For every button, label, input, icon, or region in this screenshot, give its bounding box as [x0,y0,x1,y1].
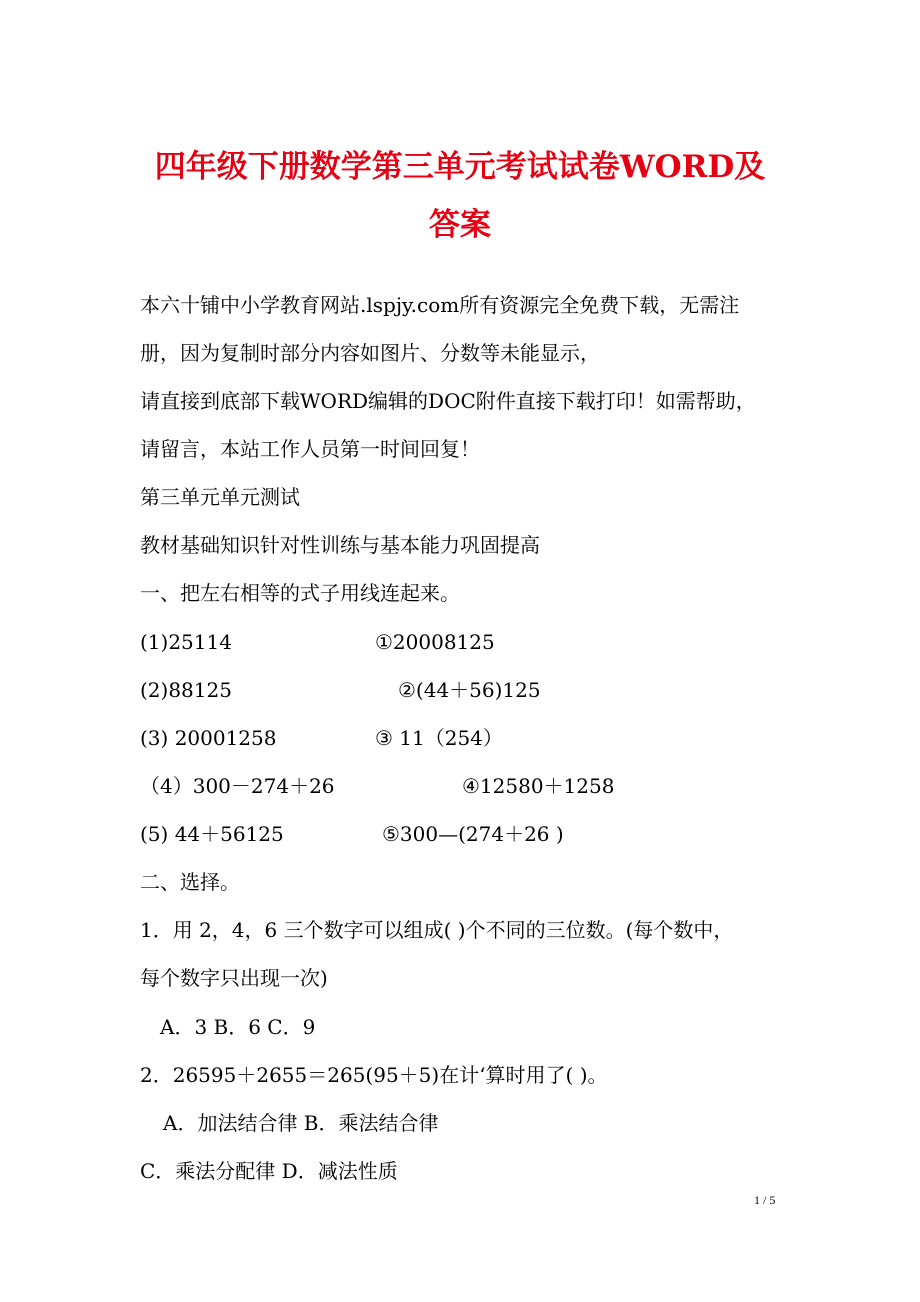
match-right-4: ④12580＋1258 [462,774,615,798]
match-left-1: (1)25114 [140,630,232,654]
question-2-line-1: 2．26595＋2655＝265(95＋5)在计‘算时用了( )。 [140,1063,608,1087]
question-1-line-2: 每个数字只出现一次) [140,966,328,990]
section-1-heading: 一、把左右相等的式子用线连起来。 [140,581,460,605]
match-left-2: (2)88125 [140,678,232,702]
question-1-options: A．3 B．6 C．9 [160,1015,316,1039]
section-2-heading: 二、选择。 [140,870,240,894]
question-2-options-line-2: C．乘法分配律 D．减法性质 [140,1159,398,1183]
unit-title: 第三单元单元测试 [140,485,300,509]
document-title-line-1: 四年级下册数学第三单元考试试卷WORD及 [154,149,766,185]
intro-line-1: 本六十铺中小学教育网站.lspjy.com所有资源完全免费下载，无需注 [140,293,740,317]
question-1-line-1: 1．用 2，4，6 三个数字可以组成( )个不同的三位数。(每个数中， [140,918,734,942]
intro-line-2: 册，因为复制时部分内容如图片、分数等未能显示， [140,341,600,365]
subtitle: 教材基础知识针对性训练与基本能力巩固提高 [140,533,540,557]
intro-line-4: 请留言，本站工作人员第一时间回复！ [140,437,480,461]
match-right-2: ②(44＋56)125 [398,678,541,702]
match-left-3: (3) 20001258 [140,726,277,750]
intro-line-3: 请直接到底部下载WORD编辑的DOC附件直接下载打印！如需帮助， [140,389,756,413]
question-2-options-line-1: A．加法结合律 B．乘法结合律 [163,1111,439,1135]
match-right-3: ③ 11（254） [375,726,503,750]
match-right-1: ①20008125 [375,630,495,654]
match-left-5: (5) 44＋56125 [140,822,284,846]
match-right-5: ⑤300—(274＋26 ) [382,822,564,846]
page-number: 1 / 5 [754,1193,776,1207]
document-title-line-2: 答案 [429,207,491,243]
match-left-4: （4）300－274＋26 [140,774,335,798]
